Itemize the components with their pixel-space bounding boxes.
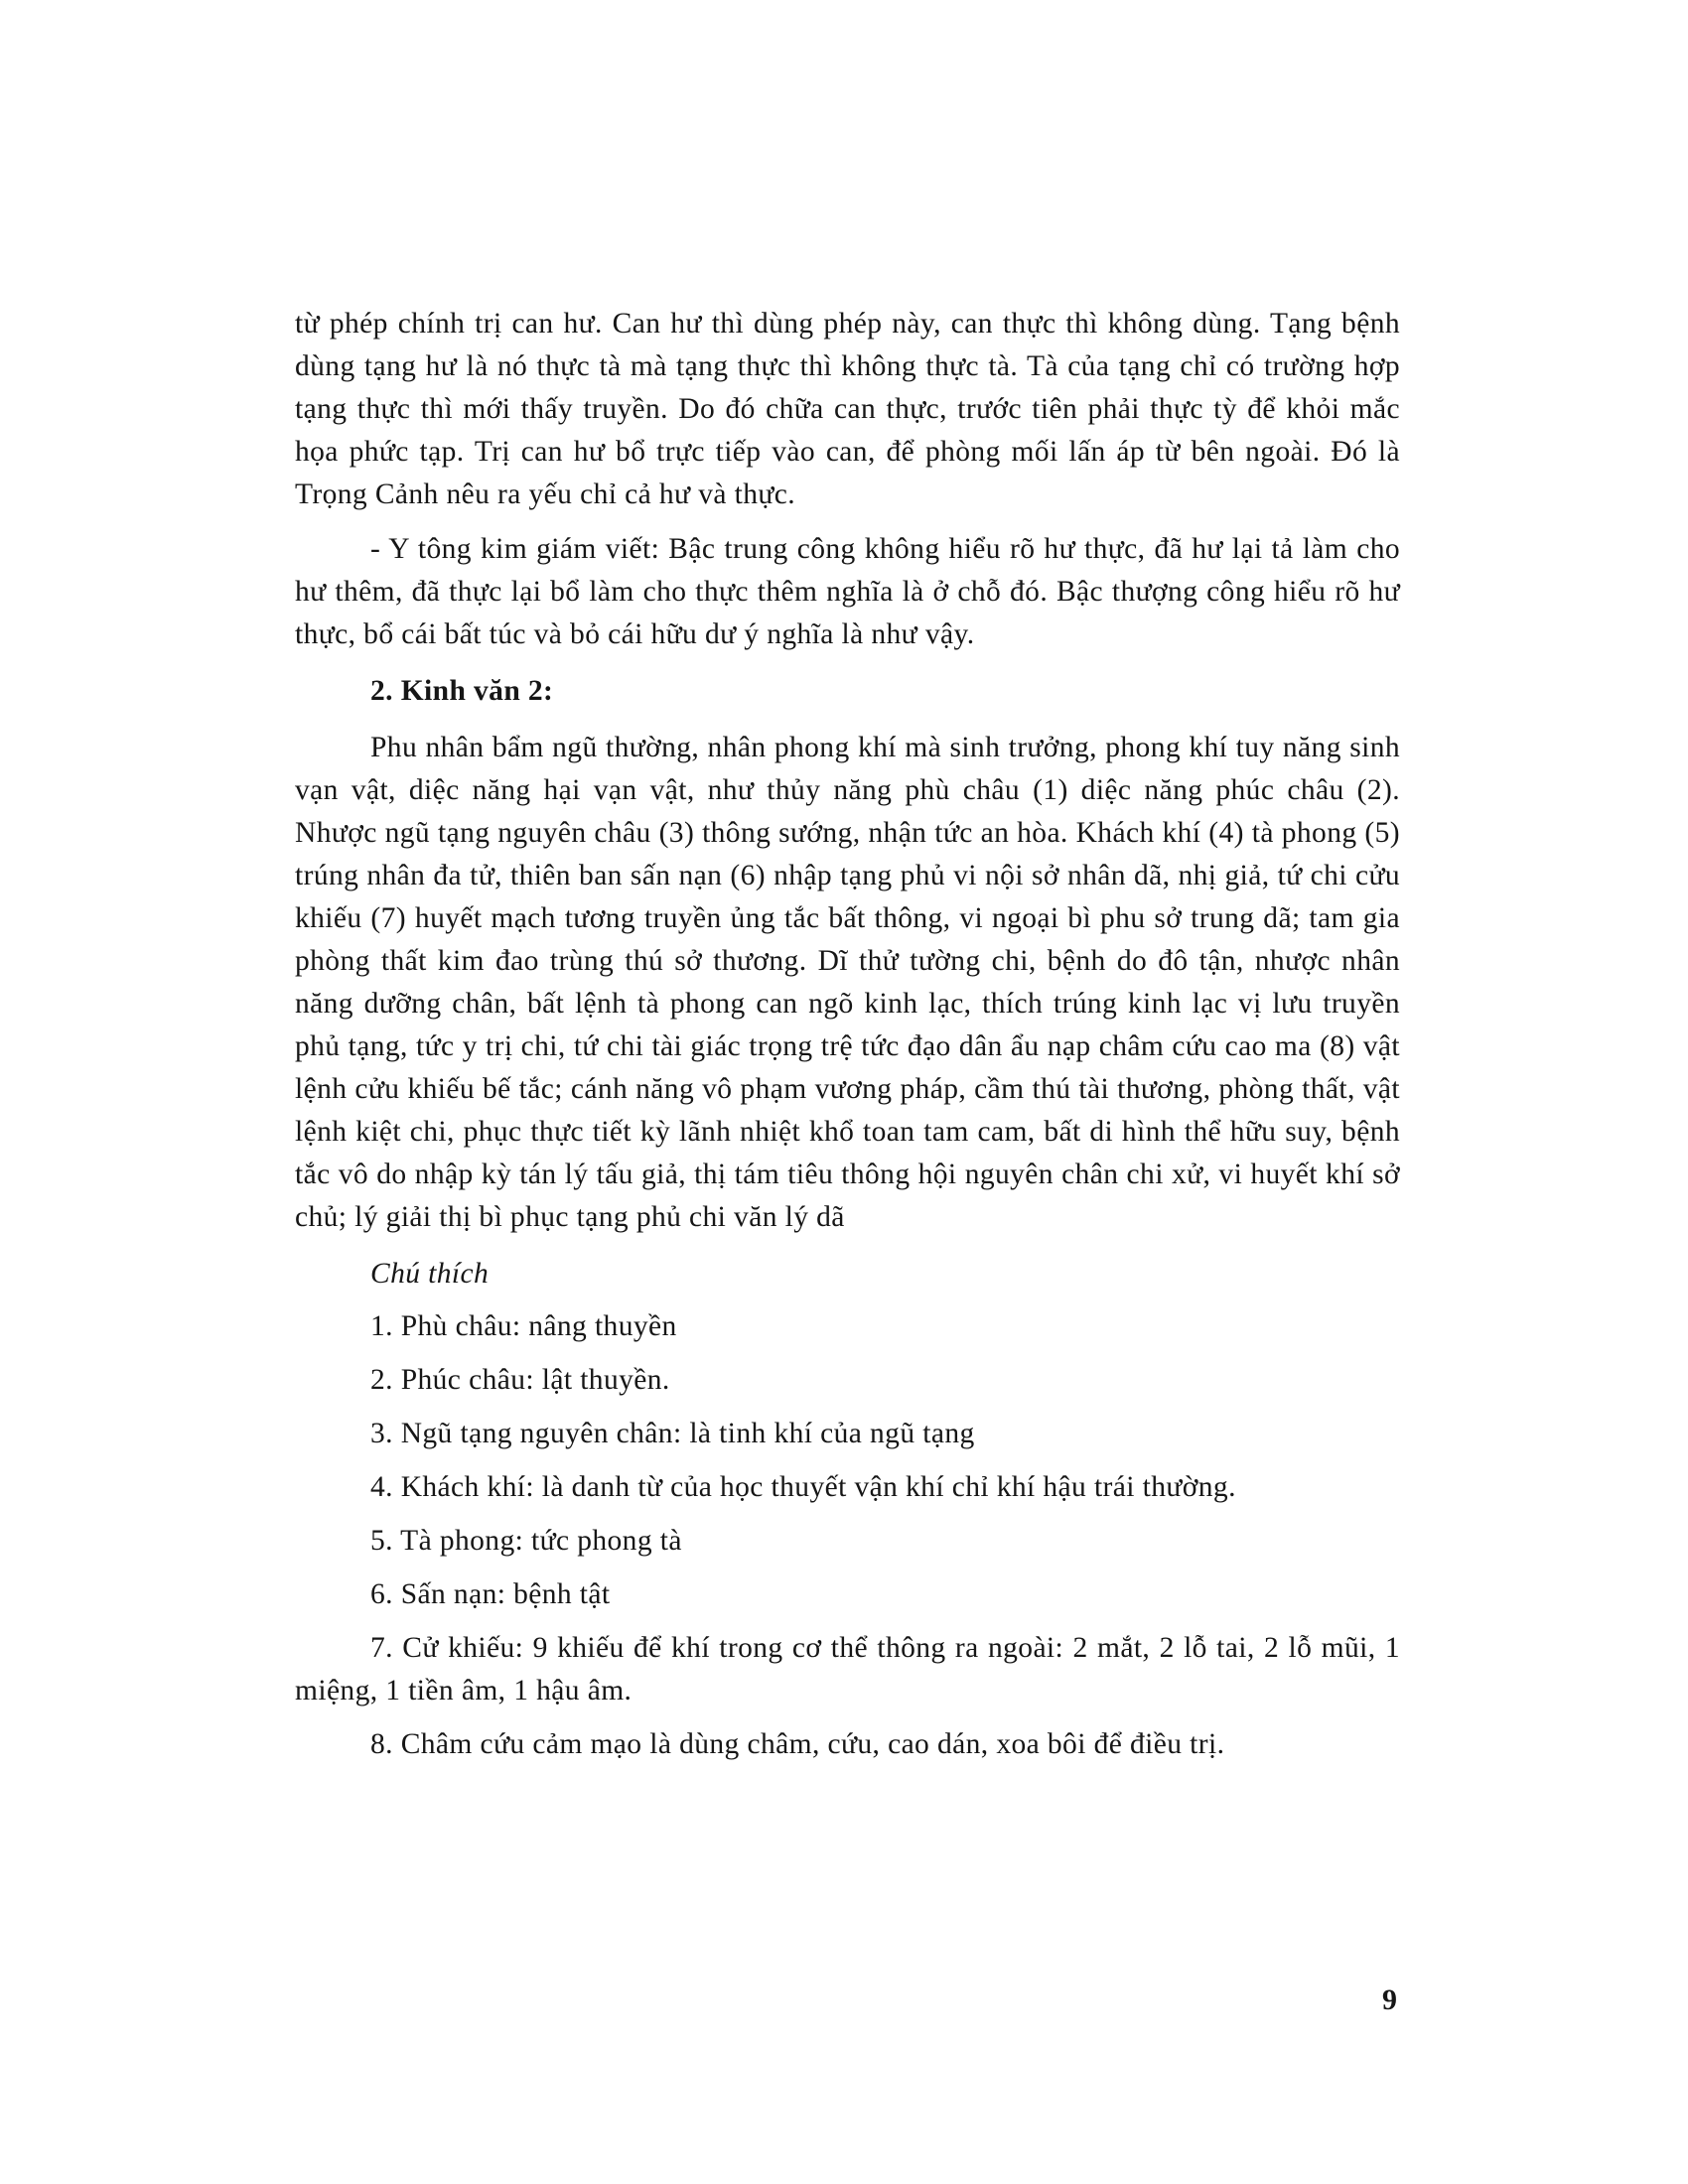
note-item: 8. Châm cứu cảm mạo là dùng châm, cứu, cao dán, xoa bôi để điều trị.: [370, 1728, 1225, 1760]
notes-title: Chú thích: [370, 1258, 490, 1290]
paragraph-y-tong-kim-giam: - Y tông kim giám viết: Bậc trung công không hiểu rõ hư thực, đã hư lại tả làm cho hư thêm, đã thực lại bổ làm cho thực thêm nghĩa là ở chỗ đó. Bậc thượng công hiểu rõ hư thực, bổ cái bất túc và bỏ cái hữu dư ý nghĩa là như vậy.: [295, 533, 1400, 650]
note-item: 7. Cử khiếu: 9 khiếu để khí trong cơ thể thông ra ngoài: 2 mắt, 2 lỗ tai, 2 lỗ mũi, 1 miệng, 1 tiền âm, 1 hậu âm.: [295, 1632, 1400, 1706]
section-heading: 2. Kinh văn 2:: [370, 675, 554, 707]
notes-list: [295, 1305, 1400, 1766]
note-item: 2. Phúc châu: lật thuyền.: [370, 1364, 670, 1396]
note-item: 6. Sấn nạn: bệnh tật: [370, 1578, 611, 1610]
page-number: 9: [1382, 1983, 1397, 2016]
note-item: 5. Tà phong: tức phong tà: [370, 1525, 682, 1557]
paragraph-continuation: từ phép chính trị can hư. Can hư thì dùng phép này, can thực thì không dùng. Tạng bệnh dùng tạng hư là nó thực tà mà tạng thực thì không thực tà. Tà của tạng chỉ có trường hợp tạng thực thì mới thấy truyền. Do đó chữa can thực, trước tiên phải thực tỳ để khỏi mắc họa phức tạp. Trị can hư bổ trực tiếp vào can, để phòng mối lấn áp từ bên ngoài. Đó là Trọng Cảnh nêu ra yếu chỉ cả hư và thực.: [295, 308, 1400, 510]
page-body: [295, 303, 1400, 1777]
note-item: 1. Phù châu: nâng thuyền: [370, 1310, 677, 1342]
note-item: 3. Ngũ tạng nguyên chân: là tinh khí của ngũ tạng: [370, 1418, 975, 1449]
section-body-text: Phu nhân bẩm ngũ thường, nhân phong khí mà sinh trưởng, phong khí tuy năng sinh vạn vật, diệc năng hại vạn vật, như thủy năng phù châu (1) diệc năng phúc châu (2). Nhược ngũ tạng nguyên châu (3) thông sướng, nhận tức an hòa. Khách khí (4) tà phong (5) trúng nhân đa tử, thiên ban sấn nạn (6) nhập tạng phủ vi nội sở nhân dã, nhị giả, tứ chi cửu khiếu (7) huyết mạch tương truyền ủng tắc bất thông, vi ngoại bì phu sở trung dã; tam gia phòng thất kim đao trùng thú sở thương. Dĩ thử tường chi, bệnh do đô tận, nhược nhân năng dưỡng chân, bất lệnh tà phong can ngõ kinh lạc, thích trúng kinh lạc vị lưu truyền phủ tạng, tức y trị chi, tứ chi tài giác trọng trệ tức đạo dân ẩu nạp châm cứu cao ma (8) vật lệnh cửu khiếu bế tắc; cánh năng vô phạm vương pháp, cầm thú tài thương, phòng thất, vật lệnh kiệt chi, phục thực tiết kỳ lãnh nhiệt khổ toan tam cam, bất di hình thể hữu suy, bệnh tắc vô do nhập kỳ tán lý tấu giả, thị tám tiêu thông hội nguyên chân chi xử, vi huyết khí sở chủ; lý giải thị bì phục tạng phủ chi văn lý dã: [295, 732, 1400, 1233]
note-item: 4. Khách khí: là danh từ của học thuyết vận khí chỉ khí hậu trái thường.: [370, 1471, 1236, 1503]
